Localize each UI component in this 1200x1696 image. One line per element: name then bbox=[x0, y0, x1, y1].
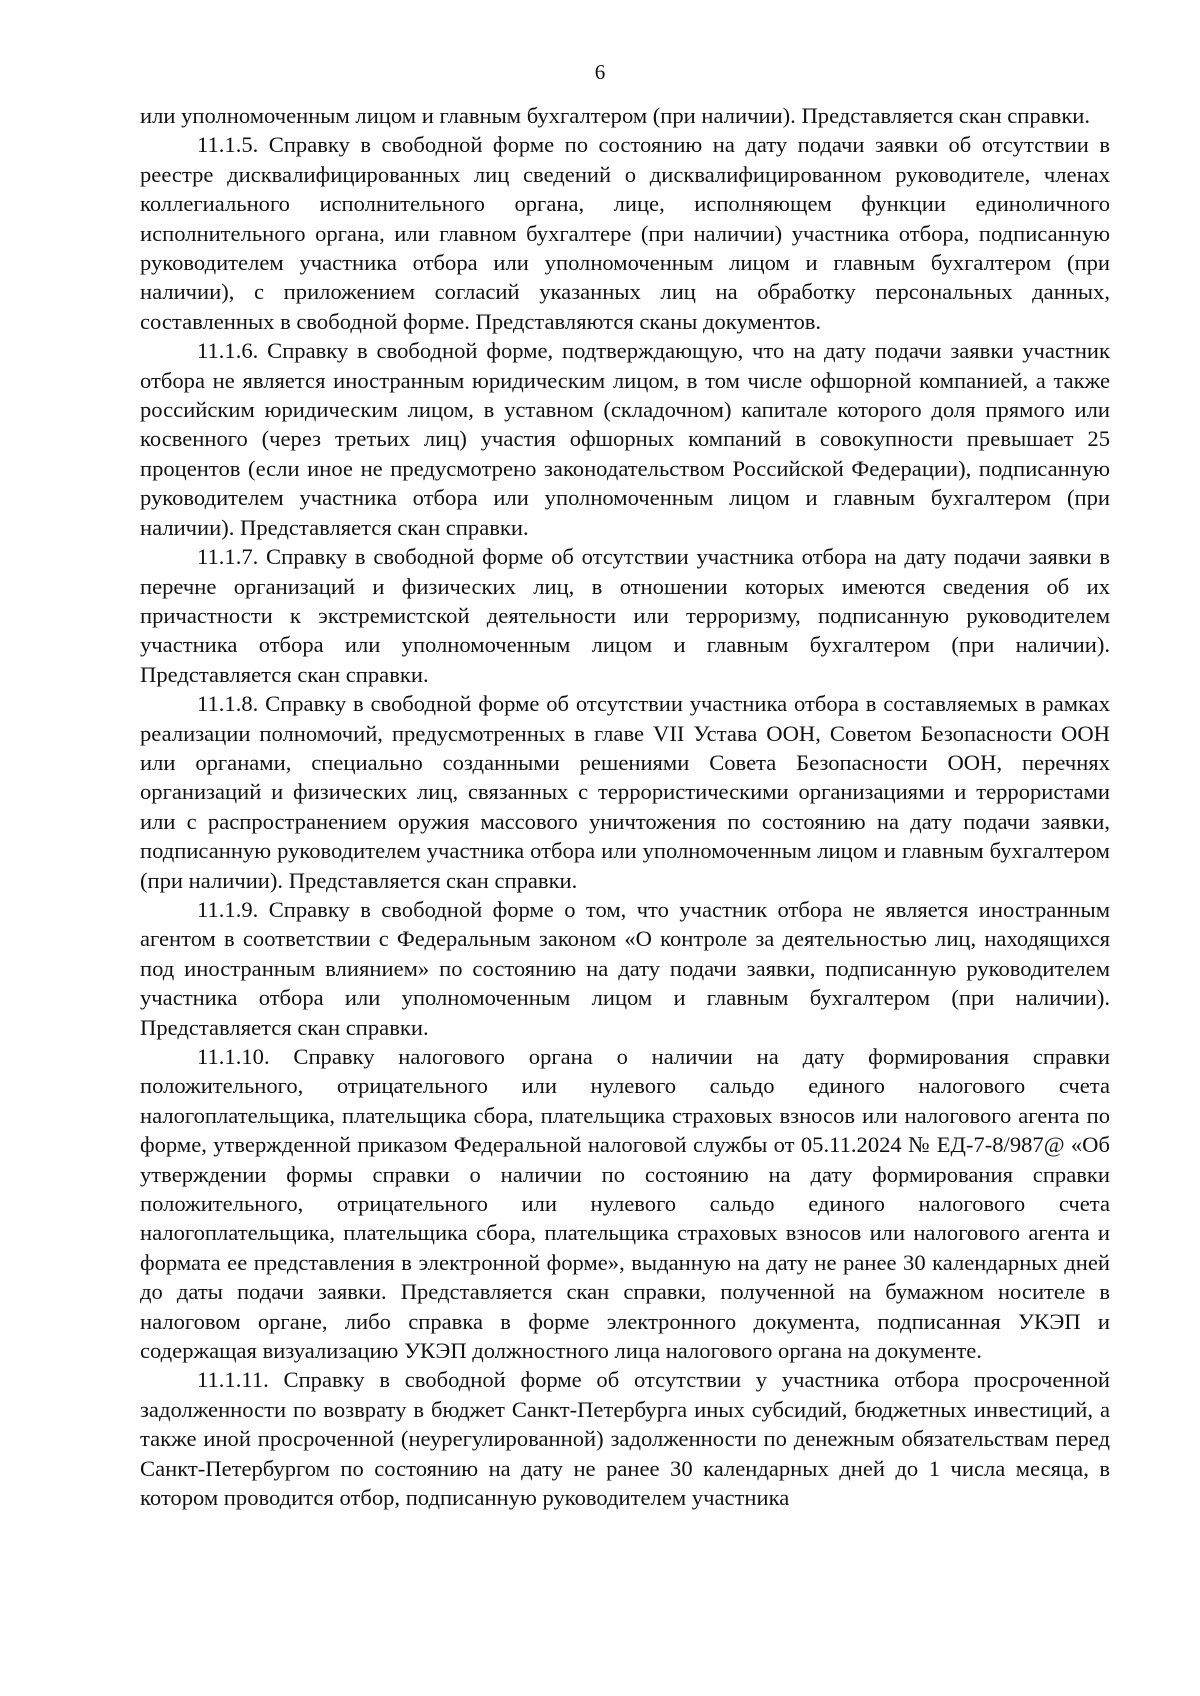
paragraph-11-1-7: 11.1.7. Справку в свободной форме об отсутствии участника отбора на дату подачи заявки в перечне организаций и физических лиц, в отношении которых имеются сведения об их причастности к экстремистской деятельности или терроризму, подписанную руководителем участника отбора или уполномоченным лицом и главным бухгалтером (при наличии). Представляется скан справки. bbox=[140, 544, 1110, 687]
paragraph-11-1-10: 11.1.10. Справку налогового органа о наличии на дату формирования справки положительного, отрицательного или нулевого сальдо единого налогового счета налогоплательщика, плательщика сбора, плательщика страховых взносов или налогового агента по форме, утвержденной приказом Федеральной налоговой службы от 05.11.2024 № ЕД-7-8/987@ «Об утверждении формы справки о наличии по состоянию на дату формирования справки положительного, отрицательного или нулевого сальдо единого налогового счета налогоплательщика, плательщика сбора, плательщика страховых взносов или налогового агента и формата ее представления в электронной форме», выданную на дату не ранее 30 календарных дней до даты подачи заявки. Представляется скан справки, полученной на бумажном носителе в налоговом органе, либо справка в форме электронного документа, подписанная УКЭП и содержащая визуализацию УКЭП должностного лица налогового органа на документе. bbox=[140, 1044, 1110, 1364]
paragraph-11-1-9: 11.1.9. Справку в свободной форме о том, что участник отбора не является иностранным агентом в соответствии с Федеральным законом «О контроле за деятельностью лиц, находящихся под иностранным влиянием» по состоянию на дату подачи заявки, подписанную руководителем участника отбора или уполномоченным лицом и главным бухгалтером (при наличии). Представляется скан справки. bbox=[140, 896, 1110, 1040]
paragraph-11-1-5: 11.1.5. Справку в свободной форме по состоянию на дату подачи заявки об отсутствии в реестре дисквалифицированных лиц сведений о дисквалифицированном руководителе, членах коллегиального исполнительного органа, лице, исполняющем функции единоличного исполнительного органа, или главном бухгалтере (при наличии) участника отбора, подписанную руководителем участника отбора или уполномоченным лицом и главным бухгалтером (при наличии), с приложением согласий указанных лиц на обработку персональных данных, составленных в свободной форме. Представляются сканы документов. bbox=[140, 132, 1110, 334]
paragraph-11-1-6: 11.1.6. Справку в свободной форме, подтверждающую, что на дату подачи заявки участник отбора не является иностранным юридическим лицом, в том числе офшорной компанией, а также российским юридическим лицом, в уставном (складочном) капитале которого доля прямого или косвенного (через третьих лиц) участия офшорных компаний в совокупности превышает 25 процентов (если иное не предусмотрено законодательством Российской Федерации), подписанную руководителем участника отбора или уполномоченным лицом и главным бухгалтером (при наличии). Представляется скан справки. bbox=[140, 338, 1110, 540]
paragraph-11-1-11: 11.1.11. Справку в свободной форме об отсутствии у участника отбора просроченной задолженности по возврату в бюджет Санкт-Петербурга иных субсидий, бюджетных инвестиций, а также иной просроченной (неурегулированной) задолженности по денежным обязательствам перед Санкт-Петербургом по состоянию на дату не ранее 30 календарных дней до 1 числа месяца, в котором проводится отбор, подписанную руководителем участника bbox=[140, 1367, 1110, 1511]
page-number: 6 bbox=[594, 60, 606, 84]
document-body bbox=[140, 101, 1110, 1513]
paragraph-continuation: или уполномоченным лицом и главным бухгалтером (при наличии). Представляется скан справки. bbox=[140, 103, 1091, 128]
paragraph-11-1-8: 11.1.8. Справку в свободной форме об отсутствии участника отбора в составляемых в рамках реализации полномочий, предусмотренных в главе VII Устава ООН, Советом Безопасности ООН или органами, специально созданными решениями Совета Безопасности ООН, перечнях организаций и физических лиц, связанных с террористическими организациями и террористами или с распространением оружия массового уничтожения по состоянию на дату подачи заявки, подписанную руководителем участника отбора или уполномоченным лицом и главным бухгалтером (при наличии). Представляется скан справки. bbox=[140, 691, 1110, 893]
